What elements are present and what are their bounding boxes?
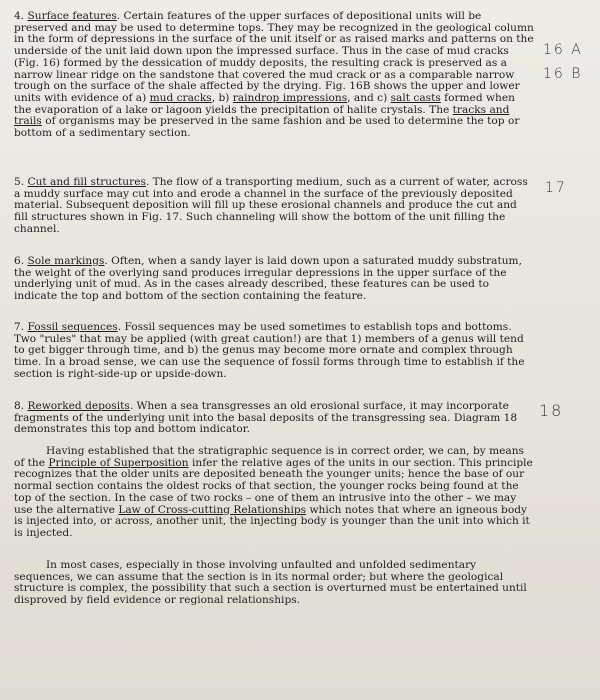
handwritten-note: 16 A — [543, 42, 583, 58]
handwritten-note: 18 — [539, 401, 564, 420]
body-text: . Fossil sequences may be used sometimes to establish tops and bottoms. Two "rules" that may be applied (with great caution!) are that 1) members of a genus will tend to get bigger through time, and b) the genus may become more ornate and complex through time. In a broad sense, we can use the sequence of fossil forms through time to establish if the section is right-side-up or upside-down. — [14, 321, 525, 380]
handwritten-note: 16 B — [543, 66, 583, 82]
body-text: Having established that the stratigraphic sequence is in correct order, we can, by means of the — [14, 445, 524, 469]
paragraph-superposition — [14, 446, 534, 540]
term-mud-cracks: mud cracks — [149, 91, 212, 104]
body-text: formed when the evaporation of a lake or lagoon yields the precipitation of halite crystals. The — [14, 91, 515, 116]
term-raindrop-impressions: raindrop impressions — [232, 91, 348, 104]
section-sole-markings — [14, 256, 534, 303]
section-reworked-deposits — [14, 401, 534, 436]
paragraph: In most cases, especially in those involving unfaulted and unfolded sedimentary sequences, we can assume that the section is in its normal order; but where the geological structure is complex, the possibility that such a section is overturned must be entertained until disproved by field evidence or regional relationships. — [14, 559, 527, 607]
paragraph — [14, 446, 534, 540]
paragraph — [14, 322, 534, 381]
term-tracks-and-trails: tracks and trails — [14, 103, 510, 128]
body-text: infer the relative ages of the units in our section. This principle recognizes that the older units are deposited beneath the younger units; hence the base of our normal section contains the oldest rocks of that section, the younger rocks being found at the top of the section. In the case of two rocks – one of them an intrusive into the other – we may use the alternative — [14, 456, 533, 516]
body-text: . When a sea transgresses an old erosional surface, it may incorporate fragments of the underlying unit into the basal deposits of the transgressing sea. Diagram 18 demonstrates this top and bottom indicator. — [14, 400, 518, 436]
body-text: , and c) — [347, 91, 391, 104]
section-heading: Surface features — [27, 10, 117, 22]
section-heading: Reworked deposits — [27, 400, 130, 412]
section-number: 7. — [14, 321, 25, 333]
section-heading: Sole markings — [27, 255, 105, 267]
paragraph — [14, 256, 534, 303]
body-text: . Certain features of the upper surfaces of depositional units will be preserved and may be used to determine tops. They may be recognized in the geological column in the form of depressions in the surface of the unit itself or as raised marks and patterns on the underside of the unit laid down upon the impressed surface. Thus in the case of mud cracks (Fig. 16) formed by the dessication of muddy deposits, the resulting crack is preserved as a narrow linear ridge on the sandstone that covered the mud crack or as a comparable narrow trough on the surface of the shale affected by the drying. Fig. 16B shows the upper and lower units with evidence of a) — [14, 10, 534, 104]
body-text: . Often, when a sandy layer is laid down upon a saturated muddy substratum, the weight of the overlying sand produces irregular depressions in the upper surface of the underlying unit of mud. As in the cases already described, these features can be used to indicate the top and bottom of the section containing the feature. — [14, 255, 522, 303]
body-text: , b) — [211, 91, 233, 104]
paragraph — [14, 401, 534, 436]
term-salt-casts: salt casts — [390, 91, 441, 104]
section-fossil-sequences — [14, 322, 534, 381]
body-text: . The flow of a transporting medium, such as a current of water, across a muddy surface may cut into and erode a channel in the surface of the previously deposited material. Subsequent deposition will fill up these erosional channels and produce the cut and fill structures shown in Fig. 17. Such channeling will show the bottom of the unit filling the channel. — [14, 176, 528, 235]
section-heading: Fossil sequences — [27, 321, 118, 333]
section-surface-features — [14, 11, 534, 140]
section-number: 6. — [14, 255, 25, 267]
handwritten-note: 17 — [545, 180, 567, 196]
term-law-of-cross-cutting: Law of Cross-cutting Relationships — [118, 503, 307, 516]
term-principle-of-superposition: Principle of Superposition — [48, 456, 189, 469]
section-number: 8. — [14, 400, 25, 412]
section-number: 5. — [14, 176, 25, 188]
body-text: which notes that where an igneous body is injected into, or across, another unit, the injecting body is younger than the unit into which it is injected. — [14, 503, 530, 539]
body-text: of organisms may be preserved in the same fashion and be used to determine the top or bottom of a sedimentary section. — [14, 115, 520, 140]
paragraph — [14, 177, 534, 236]
section-cut-and-fill — [14, 177, 534, 236]
section-number: 4. — [14, 10, 25, 22]
section-heading: Cut and fill structures — [27, 176, 146, 188]
paragraph-final — [14, 560, 534, 607]
paragraph — [14, 11, 534, 140]
